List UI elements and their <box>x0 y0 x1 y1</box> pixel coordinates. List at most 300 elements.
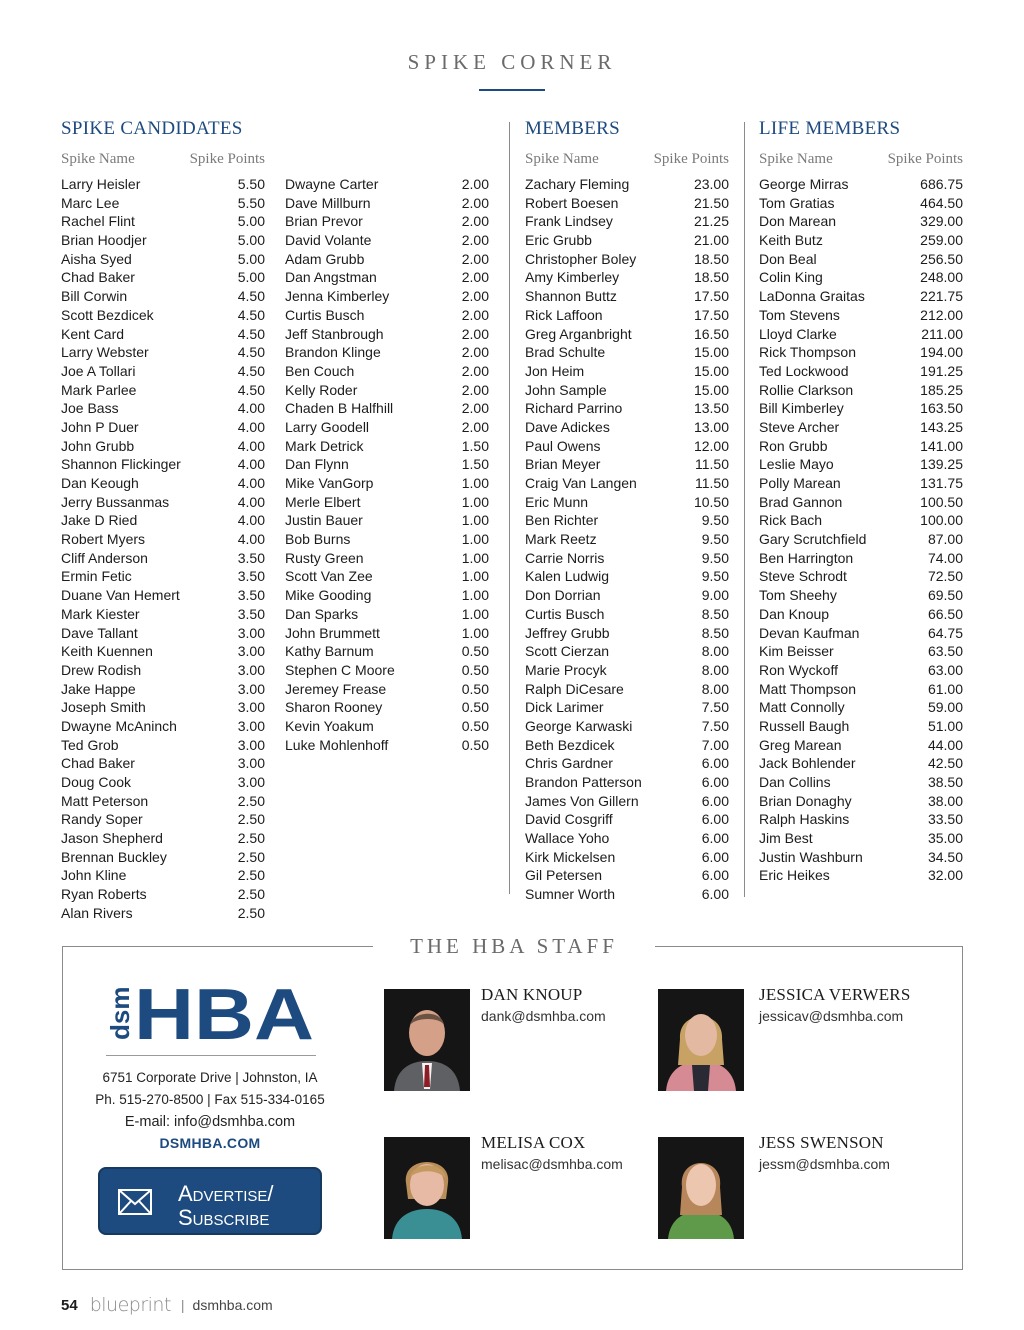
spike-name: Matt Connolly <box>759 699 845 716</box>
list-item <box>285 399 489 418</box>
spike-name: Ron Wyckoff <box>759 661 838 678</box>
list-item <box>759 792 963 811</box>
spike-name: Mark Detrick <box>285 437 364 454</box>
list-item <box>285 549 489 568</box>
spike-points: 10.50 <box>693 493 729 510</box>
spike-name: Jason Shepherd <box>61 830 163 847</box>
spike-points: 4.00 <box>237 456 265 473</box>
spike-name: Don Marean <box>759 213 837 230</box>
spike-name: Richard Parrino <box>525 400 623 417</box>
spike-name: Dave Adickes <box>525 418 610 435</box>
list-item <box>61 231 265 250</box>
spike-points: 2.00 <box>461 213 489 230</box>
list-item <box>61 754 265 773</box>
divider-candidates-members <box>509 122 510 894</box>
spike-points: 2.00 <box>461 325 489 342</box>
list-item <box>61 343 265 362</box>
spike-points: 2.50 <box>237 867 265 884</box>
spike-points: 2.00 <box>461 250 489 267</box>
spike-name: John Sample <box>525 381 607 398</box>
spike-points: 329.00 <box>920 213 963 230</box>
spike-name: Eric Munn <box>525 493 589 510</box>
spike-name: George Mirras <box>759 176 849 192</box>
list-item <box>525 885 729 904</box>
list-item <box>525 605 729 624</box>
spike-name: Devan Kaufman <box>759 624 860 641</box>
spike-name: Rollie Clarkson <box>759 381 854 398</box>
spike-points: 3.00 <box>237 774 265 790</box>
spike-points: 6.00 <box>701 774 729 790</box>
list-item <box>61 549 265 568</box>
list-item <box>525 511 729 530</box>
spike-points: 0.50 <box>461 643 489 660</box>
spike-name: Dan Collins <box>759 774 831 790</box>
list-item <box>285 567 489 586</box>
spike-points: 3.00 <box>237 680 265 697</box>
spike-points: 221.75 <box>920 288 963 305</box>
spike-points: 38.00 <box>927 792 963 809</box>
spike-points: 212.00 <box>920 306 963 323</box>
spike-name: Shannon Flickinger <box>61 456 181 473</box>
spike-points: 15.00 <box>693 344 729 361</box>
members-title: MEMBERS <box>525 118 621 139</box>
spike-points: 87.00 <box>927 531 963 548</box>
spike-name: Robert Boesen <box>525 194 619 211</box>
list-item <box>525 530 729 549</box>
spike-points: 2.00 <box>461 306 489 323</box>
list-item <box>525 810 729 829</box>
page-title: SPIKE CORNER <box>407 50 617 74</box>
list-item <box>525 698 729 717</box>
spike-name: Steve Schrodt <box>759 568 847 585</box>
spike-name: Paul Owens <box>525 437 601 454</box>
staff-photo-jess-swenson <box>658 1137 744 1239</box>
list-item <box>61 866 265 885</box>
list-item <box>285 231 489 250</box>
spike-points: 4.00 <box>237 531 265 548</box>
spike-name: Merle Elbert <box>285 493 361 510</box>
spike-points: 8.00 <box>701 661 729 678</box>
list-item <box>759 829 963 848</box>
spike-name: Mark Reetz <box>525 531 597 548</box>
spike-points: 16.50 <box>693 325 729 342</box>
spike-name: Scott Bezdicek <box>61 306 154 323</box>
list-item <box>525 848 729 867</box>
spike-name: Dan Angstman <box>285 269 377 286</box>
list-item <box>61 829 265 848</box>
spike-name: Joe A Tollari <box>61 362 136 379</box>
spike-name: Larry Heisler <box>61 176 141 192</box>
list-item <box>759 754 963 773</box>
list-item <box>285 437 489 456</box>
spike-points: 63.00 <box>927 661 963 678</box>
spike-name: Ryan Roberts <box>61 886 147 903</box>
list-item <box>525 343 729 362</box>
staff-email-4[interactable]: jessm@dsmhba.com <box>759 1156 890 1172</box>
spike-points: 4.00 <box>237 400 265 417</box>
spike-points: 100.50 <box>920 493 963 510</box>
spike-points: 7.50 <box>701 717 729 734</box>
list-item <box>759 773 963 792</box>
list-item <box>61 325 265 344</box>
spike-points: 33.50 <box>927 811 963 828</box>
spike-name: Kathy Barnum <box>285 643 374 660</box>
spike-points: 61.00 <box>927 680 963 697</box>
spike-points: 15.00 <box>693 381 729 398</box>
list-item <box>285 306 489 325</box>
spike-points: 1.00 <box>461 587 489 604</box>
list-item <box>525 306 729 325</box>
list-item <box>61 362 265 381</box>
spike-name: Brandon Patterson <box>525 774 642 790</box>
header-points: Spike Points <box>887 151 963 167</box>
spike-name: Aisha Syed <box>61 250 132 267</box>
spike-points: 100.00 <box>920 512 963 529</box>
spike-name: Chad Baker <box>61 755 135 772</box>
footer-website[interactable]: dsmhba.com <box>192 1297 273 1313</box>
spike-name: Ben Harrington <box>759 549 854 566</box>
spike-points: 15.00 <box>693 362 729 379</box>
list-item <box>759 680 963 699</box>
life-members-header <box>759 150 963 175</box>
list-item <box>525 231 729 250</box>
spike-name: Mark Parlee <box>61 381 137 398</box>
list-item <box>525 455 729 474</box>
spike-points: 9.50 <box>701 568 729 585</box>
spike-name: Jerry Bussanmas <box>61 493 170 510</box>
spike-points: 66.50 <box>927 605 963 622</box>
spike-name: Polly Marean <box>759 475 841 491</box>
spike-name: Eric Grubb <box>525 232 592 249</box>
spike-name: Larry Goodell <box>285 418 370 435</box>
logo-hba: HBA <box>134 982 314 1042</box>
spike-name: Matt Thompson <box>759 680 857 697</box>
spike-name: Brian Hoodjer <box>61 232 147 249</box>
spike-name: Eric Heikes <box>759 867 830 884</box>
list-item <box>759 437 963 456</box>
list-item <box>285 212 489 231</box>
spike-points: 141.00 <box>920 437 963 454</box>
list-item <box>61 511 265 530</box>
life-members-title: LIFE MEMBERS <box>759 118 901 139</box>
spike-points: 11.50 <box>695 456 729 473</box>
spike-name: Leslie Mayo <box>759 456 834 473</box>
spike-name: Larry Webster <box>61 344 149 361</box>
spike-name: Brad Gannon <box>759 493 843 510</box>
spike-name: Ralph DiCesare <box>525 680 624 697</box>
members-list <box>525 175 729 904</box>
staff-photo-melisa-cox <box>384 1137 470 1239</box>
spike-name: Dave Millburn <box>285 194 371 211</box>
spike-points: 1.00 <box>461 531 489 548</box>
members-header <box>525 150 729 175</box>
advertise-subscribe-button[interactable] <box>98 1167 322 1235</box>
list-item <box>285 736 489 755</box>
website-link[interactable]: DSMHBA.COM <box>159 1135 261 1151</box>
list-item <box>525 399 729 418</box>
spike-points: 4.50 <box>237 325 265 342</box>
spike-name: Kim Beisser <box>759 643 834 660</box>
list-item <box>61 848 265 867</box>
list-item <box>525 250 729 269</box>
spike-name: Dwayne Carter <box>285 176 379 192</box>
spike-name: Bill Corwin <box>61 288 128 305</box>
spike-points: 6.00 <box>701 811 729 828</box>
list-item <box>61 399 265 418</box>
spike-name: Rachel Flint <box>61 213 135 230</box>
list-item <box>285 250 489 269</box>
spike-points: 2.00 <box>461 362 489 379</box>
list-item <box>525 773 729 792</box>
list-item <box>759 418 963 437</box>
spike-name: Greg Arganbright <box>525 325 632 342</box>
spike-points: 2.00 <box>461 381 489 398</box>
list-item <box>525 175 729 194</box>
spike-name: Luke Mohlenhoff <box>285 736 389 753</box>
spike-points: 34.50 <box>927 848 963 865</box>
spike-name: Shannon Buttz <box>525 288 617 305</box>
list-item <box>61 212 265 231</box>
list-item <box>285 175 489 194</box>
list-item <box>759 810 963 829</box>
spike-points: 4.00 <box>237 418 265 435</box>
spike-points: 4.50 <box>237 306 265 323</box>
list-item <box>61 586 265 605</box>
list-item <box>525 866 729 885</box>
spike-name: Don Beal <box>759 250 817 267</box>
list-item <box>759 455 963 474</box>
spike-name: Sumner Worth <box>525 886 615 903</box>
spike-points: 3.00 <box>237 624 265 641</box>
spike-name: Rusty Green <box>285 549 364 566</box>
spike-name: Kalen Ludwig <box>525 568 610 585</box>
header-name: Spike Name <box>61 151 135 167</box>
candidates-column-1 <box>61 150 265 923</box>
spike-points: 35.00 <box>927 830 963 847</box>
spike-name: Amy Kimberley <box>525 269 620 286</box>
spike-points: 38.50 <box>927 774 963 790</box>
spike-name: Jake Happe <box>61 680 136 697</box>
spike-points: 13.00 <box>693 418 729 435</box>
list-item <box>285 455 489 474</box>
spike-name: Ralph Haskins <box>759 811 850 828</box>
spike-name: Sharon Rooney <box>285 699 383 716</box>
spike-points: 191.25 <box>920 362 963 379</box>
spike-points: 3.00 <box>237 643 265 660</box>
spike-points: 17.50 <box>693 288 729 305</box>
staff-email-3[interactable]: melisac@dsmhba.com <box>481 1156 623 1172</box>
list-item <box>61 567 265 586</box>
spike-name: Justin Washburn <box>759 848 863 865</box>
list-item <box>61 810 265 829</box>
spike-name: Steve Archer <box>759 418 840 435</box>
spike-name: John Kline <box>61 867 127 884</box>
spike-name: Kelly Roder <box>285 381 358 398</box>
spike-points: 17.50 <box>693 306 729 323</box>
list-item <box>61 624 265 643</box>
spike-name: Brad Schulte <box>525 344 606 361</box>
spike-points: 64.75 <box>927 624 963 641</box>
spike-points: 0.50 <box>461 736 489 753</box>
list-item <box>61 381 265 400</box>
spike-name: Dave Tallant <box>61 624 138 641</box>
list-item <box>285 194 489 213</box>
spike-name: Lloyd Clarke <box>759 325 837 342</box>
list-item <box>759 399 963 418</box>
dsmhba-logo <box>102 982 317 1042</box>
list-item <box>525 586 729 605</box>
candidates-column-2 <box>285 150 489 923</box>
list-item <box>285 530 489 549</box>
spike-points: 42.50 <box>927 755 963 772</box>
list-item <box>759 362 963 381</box>
spike-points: 2.00 <box>461 176 489 192</box>
spike-name: Dan Keough <box>61 475 139 491</box>
spike-name: Zachary Fleming <box>525 176 630 192</box>
list-item <box>61 773 265 792</box>
spike-name: Dan Knoup <box>759 605 830 622</box>
spike-name: Curtis Busch <box>285 306 365 323</box>
spike-name: Mike VanGorp <box>285 475 374 491</box>
spike-points: 0.50 <box>461 717 489 734</box>
list-item <box>285 325 489 344</box>
list-item <box>525 567 729 586</box>
list-item <box>759 567 963 586</box>
spike-name: Curtis Busch <box>525 605 605 622</box>
spike-points: 44.00 <box>927 736 963 753</box>
spike-points: 8.50 <box>701 605 729 622</box>
spike-name: Tom Sheehy <box>759 587 837 604</box>
spike-name: Joseph Smith <box>61 699 146 716</box>
spike-name: David Cosgriff <box>525 811 613 828</box>
spike-name: Matt Peterson <box>61 792 149 809</box>
list-item <box>285 605 489 624</box>
spike-points: 8.00 <box>701 680 729 697</box>
list-item <box>61 698 265 717</box>
header-name: Spike Name <box>525 151 599 167</box>
list-item <box>61 437 265 456</box>
list-item <box>759 493 963 512</box>
spike-name: Dan Sparks <box>285 605 359 622</box>
spike-name: Craig Van Langen <box>525 475 637 491</box>
spike-points: 12.00 <box>693 437 729 454</box>
spike-name: John Brummett <box>285 624 380 641</box>
spike-name: Kevin Yoakum <box>285 717 374 734</box>
spike-points: 5.00 <box>237 232 265 249</box>
spike-name: Marc Lee <box>61 194 120 211</box>
spike-name: Colin King <box>759 269 823 286</box>
spike-points: 8.00 <box>701 643 729 660</box>
spike-points: 4.00 <box>237 512 265 529</box>
list-item <box>61 885 265 904</box>
spike-name: Keith Kuennen <box>61 643 153 660</box>
list-item <box>759 605 963 624</box>
spike-name: Robert Myers <box>61 531 146 548</box>
list-item <box>759 549 963 568</box>
spike-points: 163.50 <box>920 400 963 417</box>
spike-points: 72.50 <box>927 568 963 585</box>
spike-name: Tom Gratias <box>759 194 835 211</box>
list-item <box>759 231 963 250</box>
spike-points: 0.50 <box>461 661 489 678</box>
list-item <box>759 175 963 194</box>
spike-points: 3.00 <box>237 755 265 772</box>
list-item <box>759 530 963 549</box>
spike-points: 69.50 <box>927 587 963 604</box>
list-item <box>759 586 963 605</box>
list-item <box>525 212 729 231</box>
spike-name: Scott Cierzan <box>525 643 610 660</box>
spike-points: 6.00 <box>701 848 729 865</box>
spike-points: 13.50 <box>693 400 729 417</box>
spike-points: 248.00 <box>920 269 963 286</box>
spike-name: John P Duer <box>61 418 139 435</box>
staff-photo-dan-knoup <box>384 989 470 1091</box>
staff-email-2[interactable]: jessicav@dsmhba.com <box>759 1008 904 1024</box>
spike-name: Gil Petersen <box>525 867 603 884</box>
spike-points: 21.50 <box>693 194 729 211</box>
spike-name: John Grubb <box>61 437 135 454</box>
spike-points: 59.00 <box>927 699 963 716</box>
members-section <box>525 118 729 904</box>
spike-name: Brennan Buckley <box>61 848 167 865</box>
header-points: Spike Points <box>653 151 729 167</box>
email-contact[interactable]: E-mail: info@dsmhba.com <box>124 1114 296 1130</box>
spike-name: Stephen C Moore <box>285 661 395 678</box>
spike-points: 23.00 <box>693 176 729 192</box>
staff-photo-jessica-verwers <box>658 989 744 1091</box>
list-item <box>759 736 963 755</box>
list-item <box>61 792 265 811</box>
list-item <box>759 268 963 287</box>
staff-name-1: DAN KNOUP <box>481 985 583 1004</box>
staff-name-3: MELISA COX <box>481 1133 586 1152</box>
spike-name: Russell Baugh <box>759 717 850 734</box>
spike-name: Rick Bach <box>759 512 823 529</box>
spike-points: 2.00 <box>461 400 489 417</box>
list-item <box>525 194 729 213</box>
spike-name: Rick Laffoon <box>525 306 603 323</box>
spike-name: Keith Butz <box>759 232 823 249</box>
list-item <box>759 250 963 269</box>
list-item <box>61 194 265 213</box>
list-item <box>525 325 729 344</box>
spike-points: 3.50 <box>237 587 265 604</box>
spike-points: 63.50 <box>927 643 963 660</box>
spike-points: 2.50 <box>237 886 265 903</box>
title-underline <box>479 89 545 91</box>
spike-name: Bob Burns <box>285 531 351 548</box>
spike-points: 5.50 <box>237 176 265 192</box>
spike-points: 2.50 <box>237 792 265 809</box>
list-item <box>285 493 489 512</box>
spike-points: 2.00 <box>461 194 489 211</box>
list-item <box>525 418 729 437</box>
spike-name: Rick Thompson <box>759 344 857 361</box>
spike-name: Mark Kiester <box>61 605 140 622</box>
spike-points: 4.50 <box>237 288 265 305</box>
spike-name: Bill Kimberley <box>759 400 844 417</box>
spike-points: 2.00 <box>461 269 489 286</box>
spike-points: 4.00 <box>237 437 265 454</box>
staff-email-1[interactable]: dank@dsmhba.com <box>481 1008 606 1024</box>
spike-points: 1.00 <box>461 549 489 566</box>
portrait-icon <box>384 989 470 1091</box>
portrait-icon <box>658 1137 744 1239</box>
list-item <box>285 287 489 306</box>
spike-points: 259.00 <box>920 232 963 249</box>
spike-name: Don Dorrian <box>525 587 601 604</box>
